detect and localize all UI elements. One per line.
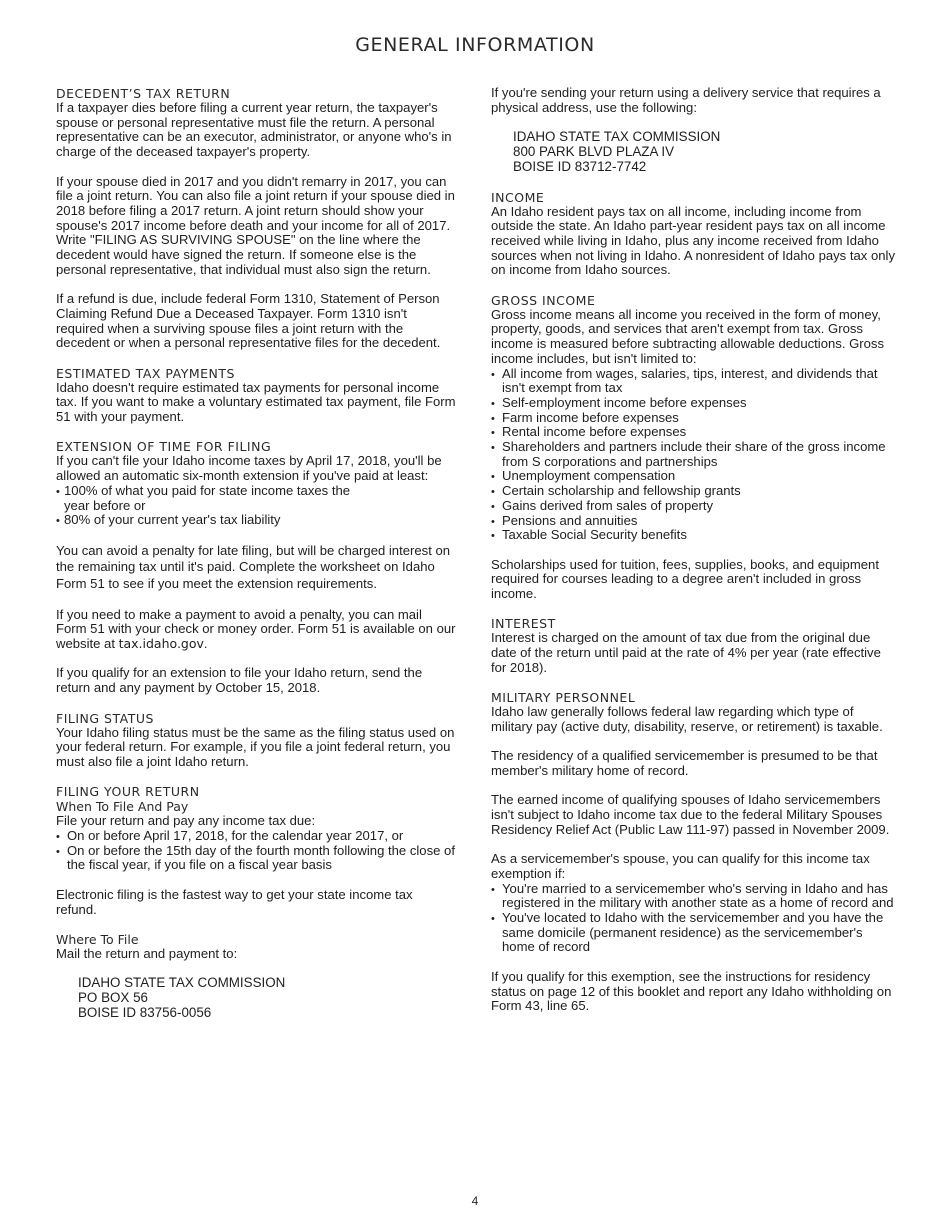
list-item: • Farm income before expenses [491,411,896,426]
list-item: • 80% of your current year's tax liability [56,513,456,528]
military-paragraph-2: The residency of a qualified servicemember is presumed to be that member's military home of record. [491,748,878,779]
interest-heading: INTEREST [491,616,556,632]
list-item: • Gains derived from sales of property [491,499,896,514]
extension-paragraph-4: If you qualify for an extension to file your Idaho return, send the return and any payment by October 15, 2018. [56,665,423,696]
list-item: • Taxable Social Security benefits [491,528,896,543]
military-bullets [491,882,896,956]
address-line: BOISE ID 83756-0056 [78,1005,212,1021]
income-heading: INCOME [491,189,545,205]
list-item: • You're married to a servicemember who's serving in Idaho and has registered in the military with another state as a home of record and [491,882,896,911]
list-item: • Rental income before expenses [491,425,896,440]
right-column [491,86,896,1014]
list-item: • Pensions and annuities [491,514,896,529]
filing-status-paragraph: Your Idaho filing status must be the same as the filing status used on your federal return. For example, if you file a joint federal return, you must also file a joint Idaho return. [56,724,455,769]
where-to-file-paragraph: Mail the return and payment to: [56,945,238,961]
when-to-file-paragraph: File your return and pay any income tax due: [56,813,316,829]
left-column [56,86,456,1021]
extension-bullet-list-2 [56,513,456,528]
list-item: • Certain scholarship and fellowship grants [491,484,896,499]
list-item: • On or before April 17, 2018, for the calendar year 2017, or [56,829,456,844]
extension-paragraph-1: If you can't file your Idaho income taxes by April 17, 2018, you'll be allowed an automatic six-month extension if you've paid at least: [56,453,442,484]
military-paragraph-5: If you qualify for this exemption, see the instructions for residency status on page 12 of this booklet and report any Idaho withholding on Form 43, line 65. [491,968,892,1014]
list-item: • Shareholders and partners include their share of the gross income from S corporations and partnerships [491,440,896,469]
military-heading: MILITARY PERSONNEL [491,690,636,706]
list-item: • 100% of what you paid for state income taxes the year before or [56,484,374,513]
address-line: IDAHO STATE TAX COMMISSION [78,975,286,991]
military-paragraph-1: Idaho law generally follows federal law regarding which type of military pay (active duty, disability, reserve, or retirement) is taxable. [491,704,883,734]
decedent-paragraph-3: If a refund is due, include federal Form 1310, Statement of Person Claiming Refund Due a Deceased Taxpayer. Form 1310 isn't required when a surviving spouse files a joint return with the decedent or when a personal representative files for the decedent. [56,291,441,351]
address-line: IDAHO STATE TAX COMMISSION [513,129,721,145]
gross-income-paragraph-2: Scholarships used for tuition, fees, supplies, books, and equipment required for courses leading to a degree aren't included in gross income. [491,556,879,602]
gross-income-paragraph-1: Gross income means all income you received in the form of money, property, goods, and services that aren't exempt from tax. Gross income is measured before subtracting allowable deductions. Gross income includes, but isn't limited to: [491,306,885,366]
estimated-paragraph: Idaho doesn't require estimated tax payments for personal income tax. If you want to make a voluntary estimated tax payment, file Form 51 with your payment. [56,379,456,425]
extension-paragraph-3 [56,608,456,652]
where-to-file-subheading: Where To File [56,931,139,947]
decedent-heading: DECEDENT’S TAX RETURN [56,86,231,101]
income-paragraph: An Idaho resident pays tax on all income, including income from outside the state. An Idaho part-year resident pays tax on all income received while living in Idaho, plus any income received from Idaho sources when not living in Idaho. A nonresident of Idaho pays tax only on income from Idaho sources. [491,203,895,278]
address-line: 800 PARK BLVD PLAZA IV [513,144,675,159]
decedent-paragraph-2: If your spouse died in 2017 and you didn't remarry in 2017, you can file a joint return. You can also file a joint return if your spouse died in 2018 before filing a 2017 return. A joint return should show your spouse's 2017 income before death and your income for all of 2017. Write "FILING AS SURVIVING SPOUSE" on the line where the decedent would have signed the return. If someone else is the personal representative, that individual must also sign the return. [56,173,455,277]
extension-bullet-list-1 [56,484,456,513]
address-line: PO BOX 56 [78,990,148,1006]
page-title: GENERAL INFORMATION [355,34,595,56]
address-line: BOISE ID 83712-7742 [513,158,647,174]
estimated-heading: ESTIMATED TAX PAYMENTS [56,365,235,381]
decedent-paragraph-1: If a taxpayer dies before filing a current year return, the taxpayer's spouse or personal representative must file the return. A personal representative can be an executor, administrator, or anyone who's in charge of the deceased taxpayer's property. [56,100,452,160]
delivery-paragraph: If you're sending your return using a delivery service that requires a physical address, use the following: [491,85,881,115]
list-item: • All income from wages, salaries, tips, interest, and dividends that isn't exempt from tax [491,367,896,396]
page-number: 4 [471,1194,479,1208]
mailing-address [56,976,456,1021]
delivery-address [491,130,896,175]
website-link[interactable]: tax.idaho.gov [118,636,204,652]
filing-return-heading: FILING YOUR RETURN [56,784,200,800]
when-to-file-bullets [56,829,456,873]
extension-paragraph-3-text: If you need to make a payment to avoid a penalty, you can mail Form 51 with your check or money order. Form 51 is available on our website at [56,606,456,652]
interest-paragraph: Interest is charged on the amount of tax due from the original due date of the return until paid at the rate of 4% per year (rate effective for 2018). [491,630,881,675]
list-item: • You've located to Idaho with the servicemember and you have the same domicile (permanent residence) as the servicemember's home of record [491,911,896,955]
list-item: • Unemployment compensation [491,469,896,484]
gross-income-heading: GROSS INCOME [491,292,596,308]
extension-paragraph-2: You can avoid a penalty for late filing, but will be charged interest on the remaining tax until it's paid. Complete the worksheet on Idaho Form 51 to see if you meet the extension requirements. [56,542,451,592]
filing-status-heading: FILING STATUS [56,710,154,726]
military-paragraph-3: The earned income of qualifying spouses of Idaho servicemembers isn't subject to Idaho income tax due to the federal Military Spouses Residency Relief Act (Public Law 111-97) passed in November 2009. [491,792,890,837]
extension-paragraph-3-end: . [203,636,208,652]
when-to-file-subheading: When To File And Pay [56,799,189,815]
military-paragraph-4: As a servicemember's spouse, you can qualify for this income tax exemption if: [491,851,870,881]
gross-income-bullets [491,367,896,543]
list-item: • On or before the 15th day of the fourth month following the close of the fiscal year, if you file on a fiscal year basis [56,844,456,873]
efile-paragraph: Electronic filing is the fastest way to get your state income tax refund. [56,886,413,917]
extension-heading: EXTENSION OF TIME FOR FILING [56,439,272,455]
list-item: • Self-employment income before expenses [491,396,896,411]
